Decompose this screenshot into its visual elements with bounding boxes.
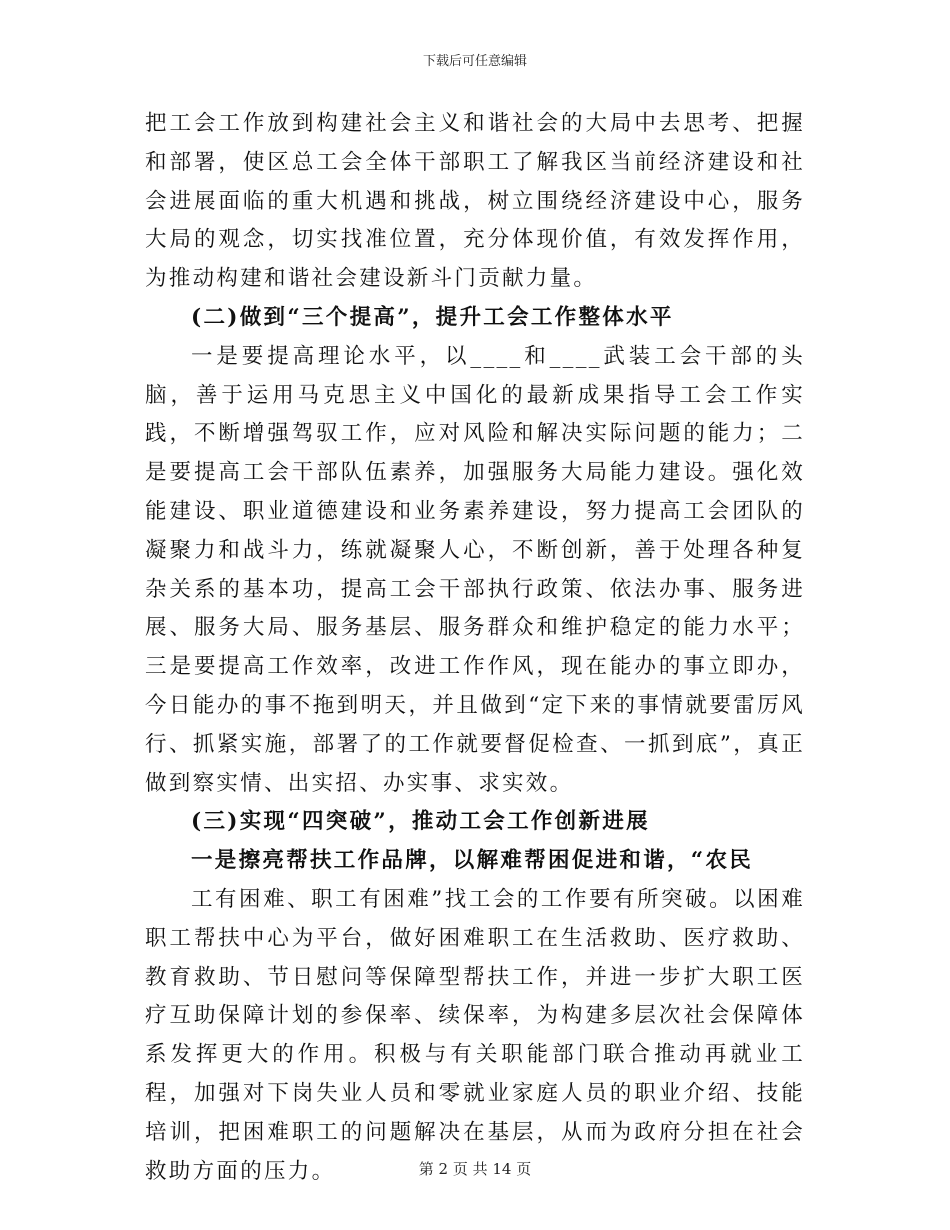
section-heading-2: (二)做到“三个提高”，提升工会工作整体水平 [191, 304, 674, 330]
subheading-assistance-brand: 一是擦亮帮扶工作品牌，以解难帮困促进和谐，“农民 [191, 848, 754, 874]
paragraph-3: 工有困难、职工有困难”找工会的工作要有所突破。以困难职工帮扶中心为平台，做好困难职工在生活救助、医疗救助、教育救助、节日慰问等保障型帮扶工作，并进一步扩大职工医疗互助保障计划的参保率、续保率，为构建多层次社会保障体系发挥更大的作用。积极与有关职能部门联合推动再就业工程，加强对下岗失业人员和零就业家庭人员的职业介绍、技能培训，把困难职工的问题解决在基层，从而为政府分担在社会救助方面的压力。 [145, 886, 805, 1184]
paragraph-1: 把工会工作放到构建社会主义和谐社会的大局中去思考、把握和部署，使区总工会全体干部职工了解我区当前经济建设和社会进展面临的重大机遇和挑战，树立围绕经济建设中心，服务大局的观念，切实找准位置，充分体现价值，有效发挥作用，为推动构建和谐社会建设新斗门贡献力量。 [145, 111, 805, 292]
document-body [145, 105, 805, 1191]
paragraph-2: 一是要提高理论水平，以____和____武装工会干部的头脑，善于运用马克思主义中国化的最新成果指导工会工作实践，不断增强驾驭工作，应对风险和解决实际问题的能力；二是要提高工会干部队伍素养，加强服务大局能力建设。强化效能建设、职业道德建设和业务素养建设，努力提高工会团队的凝聚力和战斗力，练就凝聚人心，不断创新，善于处理各种复杂关系的基本功，提高工会干部执行政策、依法办事、服务进展、服务大局、服务基层、服务群众和维护稳定的能力水平；三是要提高工作效率，改进工作作风，现在能办的事立即办，今日能办的事不拖到明天，并且做到“定下来的事情就要雷厉风行、抓紧实施，部署了的工作就要督促检查、一抓到底”，真正做到察实情、出实招、办实事、求实效。 [145, 343, 805, 796]
page-footer: 第 2 页 共 14 页 [418, 1160, 532, 1178]
page-header: 下载后可任意编辑 [422, 54, 527, 69]
section-heading-3: (三)实现“四突破”，推动工会工作创新进展 [191, 809, 650, 835]
